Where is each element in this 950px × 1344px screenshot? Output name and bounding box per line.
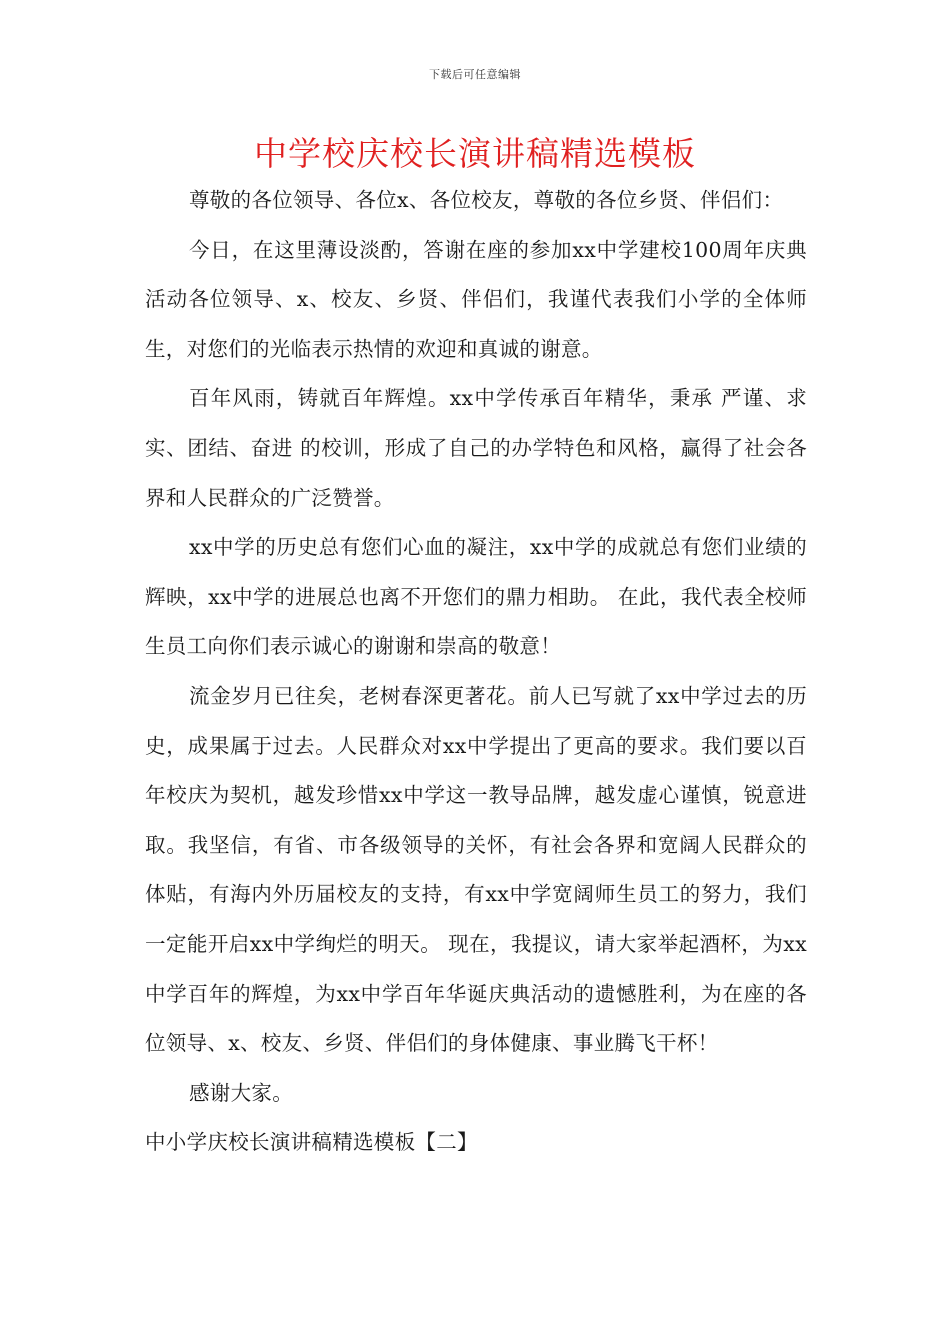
paragraph-closing: 感谢大家。 xyxy=(189,1080,293,1105)
paragraph: 流金岁月已往矣，老树春深更著花。前人已写就了xx中学过去的历史，成果属于过去。人民群众对xx中学提出了更高的要求。我们要以百年校庆为契机，越发珍惜xx中学这一教导品牌，越发虚心谨慎，锐意进取。我坚信，有省、市各级领导的关怀，有社会各界和宽阔人民群众的体贴，有海内外历届校友的支持，有xx中学宽阔师生员工的努力，我们一定能开启xx中学绚烂的明天。 现在，我提议，请大家举起酒杯，为xx中学百年的辉煌，为xx中学百年华诞庆典活动的遗憾胜利，为在座的各位领导、x、校友、乡贤、伴侣们的身体健康、事业腾飞干杯！ xyxy=(145,683,807,1056)
next-section-title: 中小学庆校长演讲稿精选模板【二】 xyxy=(145,1130,478,1155)
document-title: 中学校庆校长演讲稿精选模板 xyxy=(254,134,696,173)
paragraph-salutation: 尊敬的各位领导、各位x、各位校友，尊敬的各位乡贤、伴侣们： xyxy=(189,188,784,212)
header-note: 下载后可任意编辑 xyxy=(429,68,521,81)
paragraph: 百年风雨，铸就百年辉煌。xx中学传承百年精华，秉承 严谨、求实、团结、奋进 的校训，形成了自己的办学特色和风格，赢得了社会各界和人民群众的广泛赞誉。 xyxy=(145,386,807,510)
paragraph: xx中学的历史总有您们心血的凝注，xx中学的成就总有您们业绩的辉映，xx中学的进展总也离不开您们的鼎力相助。 在此，我代表全校师生员工向你们表示诚心的谢谢和崇高的敬意！ xyxy=(145,535,807,659)
paragraph: 今日，在这里薄设淡酌，答谢在座的参加xx中学建校100周年庆典活动各位领导、x、校友、乡贤、伴侣们，我谨代表我们小学的全体师生，对您们的光临表示热情的欢迎和真诚的谢意。 xyxy=(145,237,807,361)
document-body xyxy=(145,176,807,1168)
